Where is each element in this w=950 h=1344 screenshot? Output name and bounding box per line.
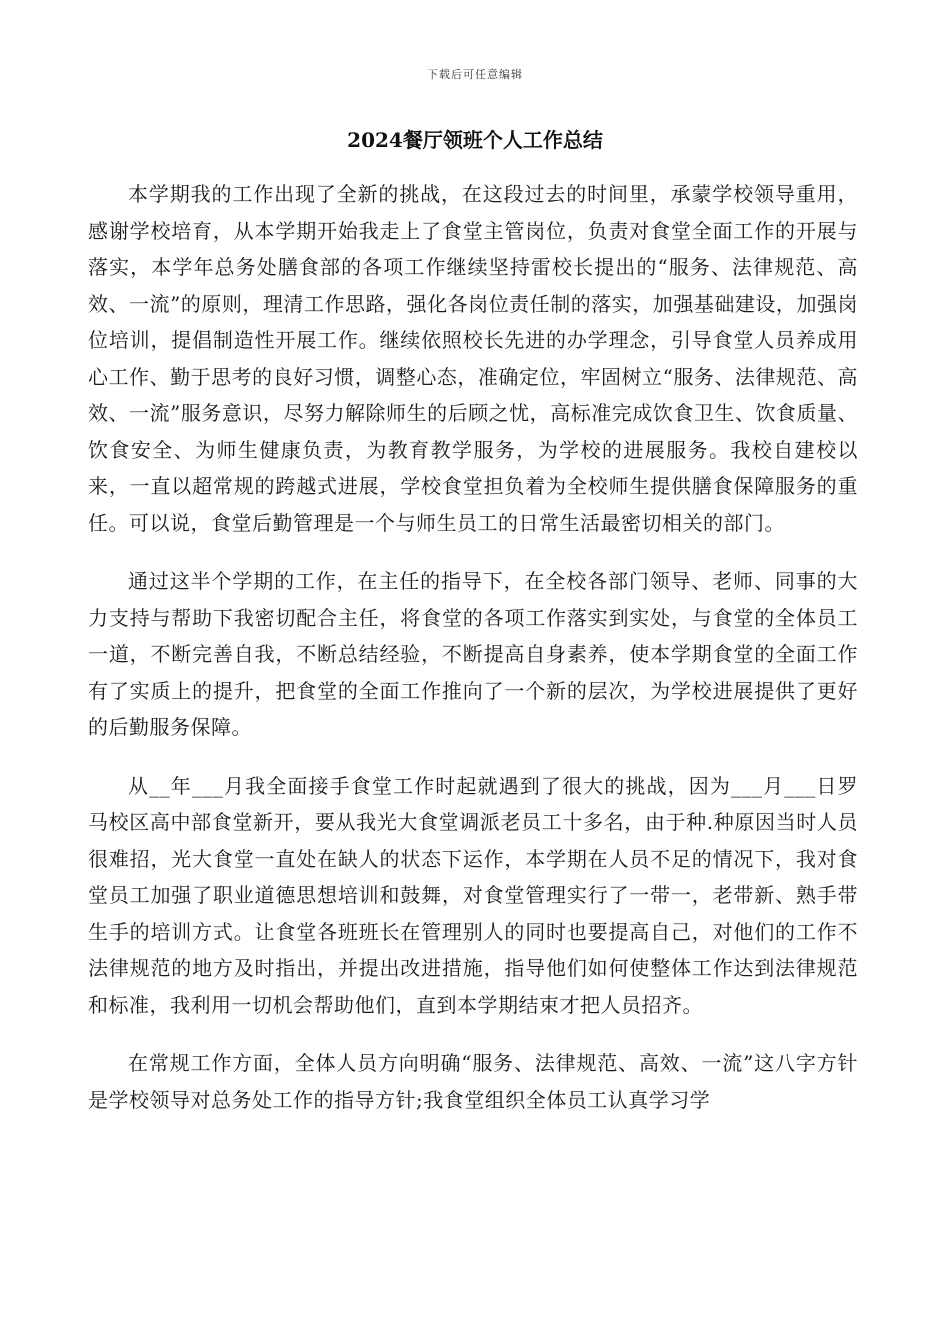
paragraph-4: 在常规工作方面，全体人员方向明确“服务、法律规范、高效、一流”这八字方针是学校领导对总务处工作的指导方针;我食堂组织全体员工认真学习学 bbox=[88, 1051, 858, 1112]
paragraph-1: 本学期我的工作出现了全新的挑战，在这段过去的时间里，承蒙学校领导重用，感谢学校培育，从本学期开始我走上了食堂主管岗位，负责对食堂全面工作的开展与落实，本学年总务处膳食部的各项工作继续坚持雷校长提出的“服务、法律规范、高效、一流”的原则，理清工作思路，强化各岗位责任制的落实，加强基础建设，加强岗位培训，提倡制造性开展工作。继续依照校长先进的办学理念，引导食堂人员养成用心工作、勤于思考的良好习惯，调整心态，准确定位，牢固树立“服务、法律规范、高效、一流”服务意识，尽努力解除师生的后顾之忧，高标准完成饮食卫生、饮食质量、饮食安全、为师生健康负责，为教育教学服务，为学校的进展服务。我校自建校以来，一直以超常规的跨越式进展，学校食堂担负着为全校师生提供膳食保障服务的重任。可以说，食堂后勤管理是一个与师生员工的日常生活最密切相关的部门。 bbox=[88, 182, 858, 535]
document-body bbox=[88, 176, 858, 1140]
header-note: 下载后可任意编辑 bbox=[427, 68, 523, 81]
paragraph-2: 通过这半个学期的工作，在主任的指导下，在全校各部门领导、老师、同事的大力支持与帮助下我密切配合主任，将食堂的各项工作落实到实处，与食堂的全体员工一道，不断完善自我，不断总结经验，不断提高自身素养，使本学期食堂的全面工作有了实质上的提升，把食堂的全面工作推向了一个新的层次，为学校进展提供了更好的后勤服务保障。 bbox=[88, 569, 858, 739]
paragraph-3: 从__年___月我全面接手食堂工作时起就遇到了很大的挑战，因为___月___日罗马校区高中部食堂新开，要从我光大食堂调派老员工十多名，由于种.种原因当时人员很难招，光大食堂一直处在缺人的状态下运作，本学期在人员不足的情况下，我对食堂员工加强了职业道德思想培训和鼓舞，对食堂管理实行了一带一，老带新、熟手带生手的培训方式。让食堂各班班长在管理别人的同时也要提高自己，对他们的工作不法律规范的地方及时指出，并提出改进措施，指导他们如何使整体工作达到法律规范和标准，我利用一切机会帮助他们，直到本学期结束才把人员招齐。 bbox=[88, 773, 858, 1017]
document-title: 2024餐厅领班个人工作总结 bbox=[347, 128, 603, 152]
